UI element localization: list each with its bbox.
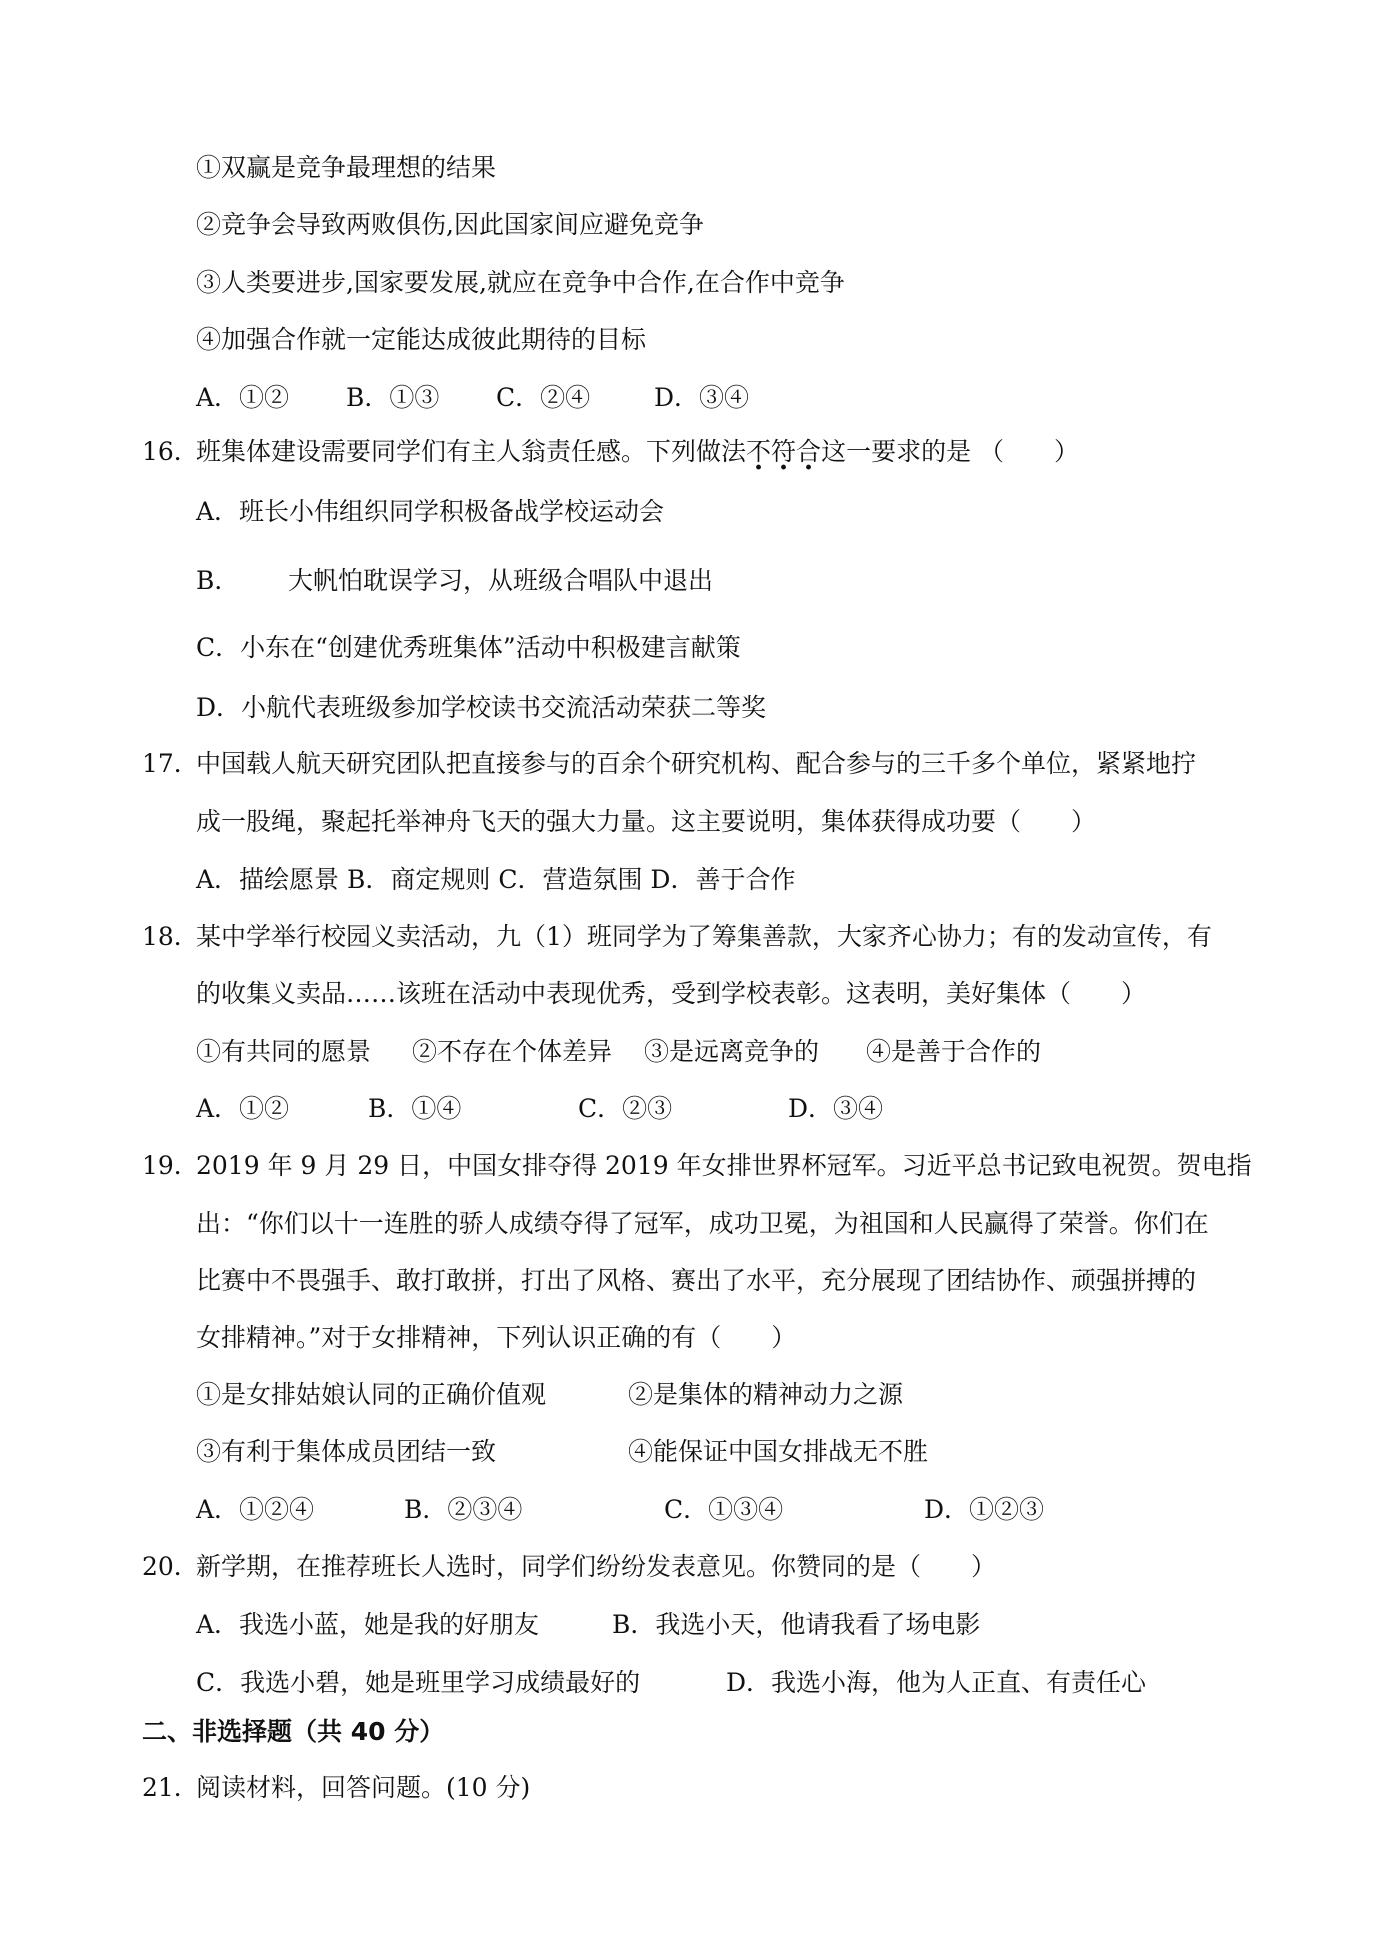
q21-number: 21． bbox=[142, 1773, 199, 1802]
q16-option-b: 大帆怕耽误学习，从班级合唱队中退出 bbox=[288, 566, 714, 595]
q15-option-d: D．③④ bbox=[654, 383, 750, 412]
q15-item-3: ③人类要进步,国家要发展,就应在竞争中合作,在合作中竞争 bbox=[196, 268, 845, 297]
q15-item-4: ④加强合作就一定能达成彼此期待的目标 bbox=[196, 325, 647, 354]
q18-line-2: 的收集义卖品……该班在活动中表现优秀，受到学校表彰。这表明，美好集体（ ） bbox=[196, 979, 1147, 1008]
q16-option-c: C．小东在“创建优秀班集体”活动中积极建言献策 bbox=[196, 633, 741, 662]
q19-item-3: ③有利于集体成员团结一致 bbox=[196, 1437, 497, 1466]
q18-option-c: C．②③ bbox=[578, 1094, 673, 1123]
q17-number: 17． bbox=[142, 749, 199, 778]
q18-line-1: 某中学举行校园义卖活动，九（1）班同学为了筹集善款，大家齐心协力；有的发动宣传，有 bbox=[196, 922, 1212, 951]
q20-number: 20． bbox=[142, 1552, 199, 1581]
q19-item-1: ①是女排姑娘认同的正确价值观 bbox=[196, 1380, 547, 1409]
q21-stem: 阅读材料，回答问题。(10 分) bbox=[196, 1773, 531, 1802]
q16-emph-2: 符 bbox=[771, 437, 797, 466]
q19-option-b: B．②③④ bbox=[404, 1495, 523, 1524]
section-heading: 二、非选择题（共 40 分） bbox=[142, 1717, 445, 1746]
q16-emph-1: 不 bbox=[746, 437, 772, 466]
q19-option-d: D．①②③ bbox=[924, 1495, 1045, 1524]
q16-option-b-letter: B． bbox=[196, 566, 240, 595]
q19-item-2: ②是集体的精神动力之源 bbox=[628, 1380, 904, 1409]
q18-item-3: ③是远离竞争的 bbox=[644, 1037, 820, 1066]
q20-option-c: C．我选小碧，她是班里学习成绩最好的 bbox=[196, 1668, 641, 1697]
q19-option-a: A．①②④ bbox=[196, 1495, 315, 1524]
q16-stem-before: 班集体建设需要同学们有主人翁责任感。下列做法 bbox=[196, 437, 747, 466]
q18-item-4: ④是善于合作的 bbox=[866, 1037, 1042, 1066]
q16-stem-after: 这一要求的是 （ ） bbox=[821, 437, 1080, 466]
q15-option-a: A．①② bbox=[196, 383, 290, 412]
q16-stem bbox=[196, 436, 1079, 468]
q18-number: 18． bbox=[142, 922, 199, 951]
q19-number: 19． bbox=[142, 1151, 199, 1180]
q19-option-c: C．①③④ bbox=[664, 1495, 784, 1524]
q20-stem: 新学期，在推荐班长人选时，同学们纷纷发表意见。你赞同的是（ ） bbox=[196, 1552, 997, 1581]
q15-item-1: ①双赢是竞争最理想的结果 bbox=[196, 153, 497, 182]
q17-options: A．描绘愿景 B．商定规则 C．营造氛围 D．善于合作 bbox=[196, 865, 796, 894]
q18-option-d: D．③④ bbox=[788, 1094, 884, 1123]
q17-line-2: 成一股绳，聚起托举神舟飞天的强大力量。这主要说明，集体获得成功要（ ） bbox=[196, 807, 1097, 836]
q19-line-2: 出：“你们以十一连胜的骄人成绩夺得了冠军，成功卫冕，为祖国和人民赢得了荣誉。你们在 bbox=[196, 1209, 1209, 1238]
q19-line-1: 2019 年 9 月 29 日，中国女排夺得 2019 年女排世界杯冠军。习近平总书记致电祝贺。贺电指 bbox=[196, 1151, 1252, 1180]
q20-option-a: A．我选小蓝，她是我的好朋友 bbox=[196, 1610, 540, 1639]
q16-option-d: D．小航代表班级参加学校读书交流活动荣获二等奖 bbox=[196, 693, 767, 722]
q18-item-1: ①有共同的愿景 bbox=[196, 1037, 372, 1066]
q16-option-a: A．班长小伟组织同学积极备战学校运动会 bbox=[196, 497, 665, 526]
q15-item-2: ②竞争会导致两败俱伤,因此国家间应避免竞争 bbox=[196, 210, 704, 239]
q15-option-c: C．②④ bbox=[496, 383, 591, 412]
q18-item-2: ②不存在个体差异 bbox=[412, 1037, 613, 1066]
q17-line-1: 中国载人航天研究团队把直接参与的百余个研究机构、配合参与的三千多个单位，紧紧地拧 bbox=[196, 749, 1197, 778]
q19-item-4: ④能保证中国女排战无不胜 bbox=[628, 1437, 929, 1466]
q18-option-a: A．①② bbox=[196, 1094, 290, 1123]
q19-line-4: 女排精神。”对于女排精神，下列认识正确的有（ ） bbox=[196, 1323, 797, 1352]
q16-number: 16． bbox=[142, 437, 199, 466]
q20-option-b: B．我选小天，他请我看了场电影 bbox=[612, 1610, 981, 1639]
q15-option-b: B．①③ bbox=[346, 383, 440, 412]
q16-emph-3: 合 bbox=[796, 437, 822, 466]
q18-option-b: B．①④ bbox=[368, 1094, 462, 1123]
q19-line-3: 比赛中不畏强手、敢打敢拼，打出了风格、赛出了水平，充分展现了团结协作、顽强拼搏的 bbox=[196, 1266, 1197, 1295]
q20-option-d: D．我选小海，他为人正直、有责任心 bbox=[726, 1668, 1147, 1697]
